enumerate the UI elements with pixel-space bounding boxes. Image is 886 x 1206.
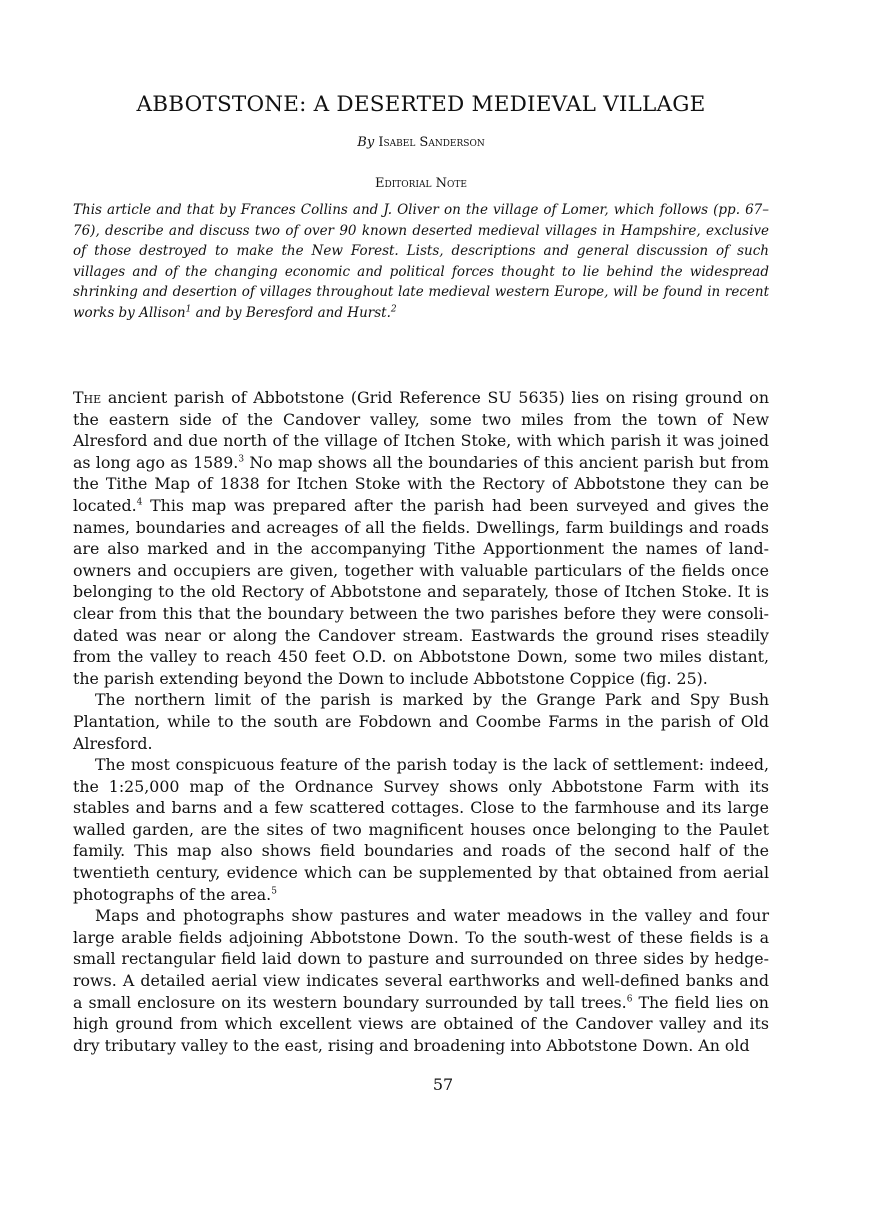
- paragraph-4-text-b: The field lies on high ground from which excellent views are obtained of the Candover valley and its dry tributary valley to the east, rising and broadening into Abbotstone Down. An old: [73, 992, 769, 1055]
- paragraph-2: The northern limit of the parish is marked by the Grange Park and Spy Bush Plantation, while to the south are Fobdown and Coombe Farms in the parish of Old Alresford.: [73, 690, 769, 753]
- paragraph-1-lead: The: [73, 388, 102, 407]
- page-number: 57: [432, 1075, 454, 1094]
- paragraph-3: [73, 754, 769, 905]
- footnote-ref-1: 1: [185, 304, 192, 314]
- footnote-ref-5: 5: [271, 886, 277, 897]
- editorial-note-heading: Editorial Note: [375, 176, 467, 191]
- byline: [73, 135, 769, 150]
- paragraph-4: [73, 905, 769, 1056]
- author-name: Isabel Sanderson: [378, 135, 485, 150]
- paragraph-1-text-c: This map was prepared after the parish had been surveyed and gives the names, boundaries and acreages of all the fields. Dwellings, farm buildings and roads are also marked and in the accompanying Tithe Apportionment the names of land-owners and occupiers are given, together with valuable particulars of the fields once belonging to the old Rectory of Abbotstone and separately, those of Itchen Stoke. It is clear from this that the boundary between the two parishes before they were consoli-dated was near or along the Candover stream. Eastwards the ground rises steadily from the valley to reach 450 feet O.D. on Abbotstone Down, some two miles distant, the parish extending beyond the Down to include Abbotstone Coppice (fig. 25).: [73, 495, 769, 688]
- footnote-ref-6: 6: [626, 994, 633, 1005]
- article-page: [73, 92, 769, 1056]
- footnote-ref-3: 3: [238, 454, 245, 465]
- editorial-text-part-2: and by Beresford and Hurst.: [191, 304, 391, 321]
- paragraph-4-text-a: Maps and photographs show pastures and water meadows in the valley and four large arable fields adjoining Abbotstone Down. To the south-west of these fields is a small rectangular field laid down to pasture and surrounded on three sides by hedge-rows. A detailed aerial view indicates several earthworks and well-defined banks and a small enclosure on its western boundary surrounded by tall trees.: [73, 906, 769, 1012]
- article-title: ABBOTSTONE: A DESERTED MEDIEVAL VILLAGE: [136, 92, 706, 117]
- paragraph-1-text-a: ancient parish of Abbotstone (Grid Reference SU 5635) lies on rising ground on the eastern side of the Candover valley, some two miles from the town of New Alresford and due north of the village of Itchen Stoke, with which parish it was joined as long ago as 1589.: [73, 388, 769, 472]
- paragraph-3-text: The most conspicuous feature of the parish today is the lack of settlement: indeed, the 1:25,000 map of the Ordnance Survey shows only Abbotstone Farm with its stables and barns and a few scattered cottages. Close to the farmhouse and its large walled garden, are the sites of two magnificent houses once belonging to the Paulet family. This map also shows field boundaries and roads of the second half of the twentieth century, evidence which can be supplemented by that obtained from aerial photographs of the area.: [73, 755, 769, 904]
- editorial-note-text: [73, 200, 769, 323]
- paragraph-1: [73, 387, 769, 689]
- article-body: [73, 387, 769, 1056]
- footnote-ref-4: 4: [136, 497, 143, 508]
- editorial-text-part-1: This article and that by Frances Collins and J. Oliver on the village of Lomer, which follows (pp. 67–76), describe and discuss two of over 90 known deserted medieval villages in Hampshire, exclusive of those destroyed to make the New Forest. Lists, descriptions and general discussion of such villages and of the changing economic and political forces thought to lie behind the widespread shrinking and desertion of villages throughout late medieval western Europe, will be found in recent works by Allison: [73, 202, 769, 321]
- footnote-ref-2: 2: [390, 304, 397, 314]
- paragraph-1-text-b: No map shows all the boundaries of this ancient parish but from the Tithe Map of 1838 for Itchen Stoke with the Rectory of Abbotstone they can be located.: [73, 452, 770, 515]
- byline-by: By: [357, 135, 375, 150]
